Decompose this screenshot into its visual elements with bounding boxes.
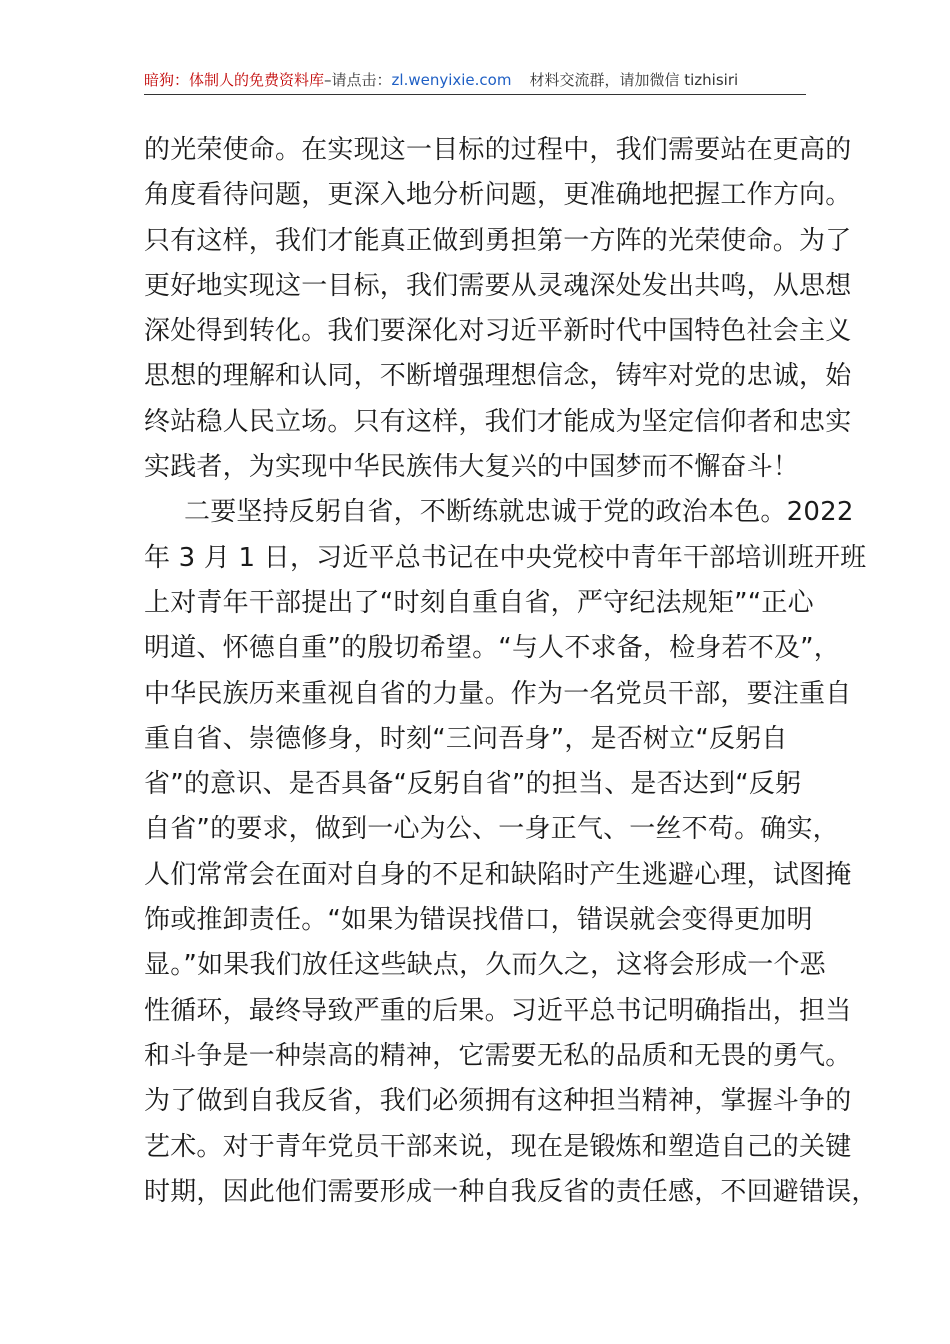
text-line: 思想的理解和认同，不断增强理想信念，铸牢对党的忠诚，始 xyxy=(144,361,852,392)
text-line: 终站稳人民立场。只有这样，我们才能成为坚定信仰者和忠实 xyxy=(144,406,852,437)
text-line: 省”的意识、是否具备“反躬自省”的担当、是否达到“反躬 xyxy=(144,769,802,800)
text-line: 时期，因此他们需要形成一种自我反省的责任感，不回避错误， xyxy=(144,1176,878,1207)
text-line: 深处得到转化。我们要深化对习近平新时代中国特色社会主义 xyxy=(144,316,852,347)
text-line: 为了做到自我反省，我们必须拥有这种担当精神，掌握斗争的 xyxy=(144,1086,852,1117)
text-line: 显。”如果我们放任这些缺点，久而久之，这将会形成一个恶 xyxy=(144,950,826,981)
text-line: 只有这样，我们才能真正做到勇担第一方阵的光荣使命。为了 xyxy=(144,225,852,256)
text-line: 上对青年干部提出了“时刻自重自省，严守纪法规矩”“正心 xyxy=(144,587,814,618)
text-line: 艺术。对于青年党员干部来说，现在是锻炼和塑造自己的关键 xyxy=(144,1131,852,1162)
text-line: 的光荣使命。在实现这一目标的过程中，我们需要站在更高的 xyxy=(144,135,852,165)
text-line: 更好地实现这一目标，我们需要从灵魂深处发出共鸣，从思想 xyxy=(144,270,852,301)
text-line: 年 3 月 1 日，习近平总书记在中央党校中青年干部培训班开班 xyxy=(144,542,867,573)
header-contact: 材料交流群，请加微信 tizhisiri xyxy=(529,71,739,89)
header-brand: 暗狗：体制人的免费资料库 xyxy=(144,71,325,89)
text-line: 角度看待问题，更深入地分析问题，更准确地把握工作方向。 xyxy=(144,180,852,211)
text-line: 和斗争是一种崇高的精神，它需要无私的品质和无畏的勇气。 xyxy=(144,1040,852,1071)
text-line: 中华民族历来重视自省的力量。作为一名党员干部，要注重自 xyxy=(144,678,852,709)
text-line: 饰或推卸责任。“如果为错误找借口，错误就会变得更加明 xyxy=(144,905,813,936)
page-header xyxy=(144,66,806,95)
text-line: 实践者，为实现中华民族伟大复兴的中国梦而不懈奋斗！ xyxy=(144,452,800,483)
header-link[interactable]: zl.wenyixie.com xyxy=(391,71,512,89)
document-body xyxy=(144,128,878,1215)
text-line: 自省”的要求，做到一心为公、一身正气、一丝不苟。确实， xyxy=(144,814,839,845)
text-line: 性循环，最终导致严重的后果。习近平总书记明确指出，担当 xyxy=(144,995,852,1026)
text-line: 明道、怀德自重”的殷切希望。“与人不求备，检身若不及”， xyxy=(144,633,841,664)
header-prompt: –请点击： xyxy=(324,71,392,89)
paragraph-start-line: 二要坚持反躬自省，不断练就忠诚于党的政治本色。2022 xyxy=(184,497,854,528)
text-line: 人们常常会在面对自身的不足和缺陷时产生逃避心理，试图掩 xyxy=(144,859,852,890)
text-line: 重自省、崇德修身，时刻“三问吾身”，是否树立“反躬自 xyxy=(144,723,788,754)
